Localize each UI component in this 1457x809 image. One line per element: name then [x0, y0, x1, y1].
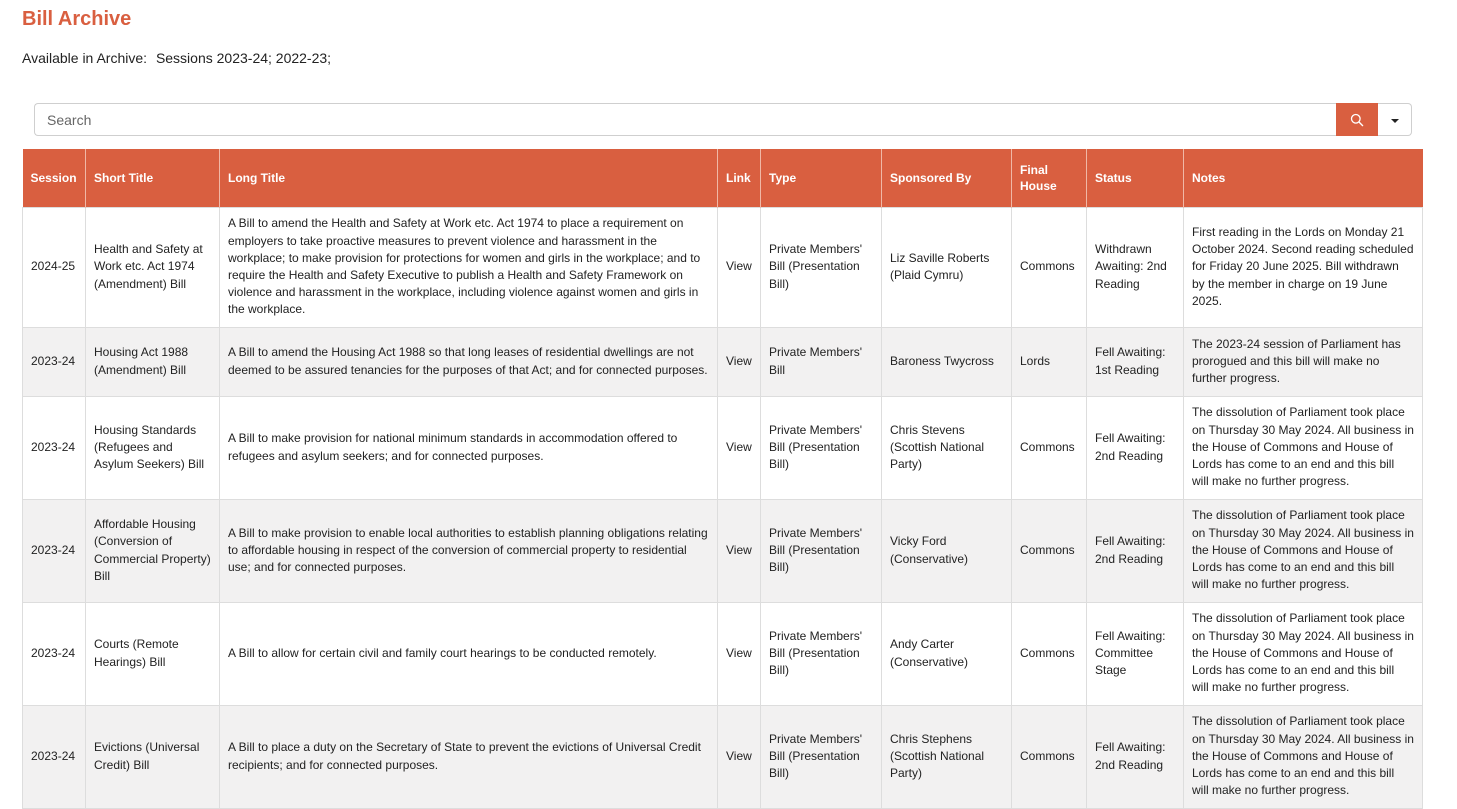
caret-down-icon [1391, 119, 1399, 123]
cell-final-house: Commons [1012, 207, 1087, 327]
cell-final-house: Commons [1012, 602, 1087, 705]
column-header-type[interactable]: Type [761, 149, 882, 207]
column-header-link[interactable]: Link [718, 149, 761, 207]
archive-sessions: Sessions 2023-24; 2022-23; [155, 50, 332, 66]
column-header-status[interactable]: Status [1087, 149, 1184, 207]
cell-short-title: Health and Safety at Work etc. Act 1974 (Amendment) Bill [86, 207, 220, 327]
cell-sponsored-by: Baroness Twycross [882, 327, 1012, 396]
cell-session: 2023-24 [23, 327, 86, 396]
cell-status: Withdrawn Awaiting: 2nd Reading [1087, 207, 1184, 327]
cell-notes: The dissolution of Parliament took place on Thursday 30 May 2024. All business in the House of Commons and House of Lords has come to an end and this bill will make no further progress. [1184, 499, 1423, 602]
column-header-final-house[interactable]: Final House [1012, 149, 1087, 207]
search-options-dropdown[interactable] [1378, 103, 1412, 136]
cell-session: 2023-24 [23, 396, 86, 499]
cell-type: Private Members' Bill (Presentation Bill) [761, 602, 882, 705]
cell-status: Fell Awaiting: 1st Reading [1087, 327, 1184, 396]
cell-type: Private Members' Bill (Presentation Bill) [761, 705, 882, 808]
cell-notes: The dissolution of Parliament took place on Thursday 30 May 2024. All business in the House of Commons and House of Lords has come to an end and this bill will make no further progress. [1184, 396, 1423, 499]
cell-short-title: Evictions (Universal Credit) Bill [86, 705, 220, 808]
cell-short-title: Affordable Housing (Conversion of Commercial Property) Bill [86, 499, 220, 602]
cell-long-title: A Bill to make provision to enable local authorities to establish planning obligations relating to affordable housing in respect of the conversion of commercial property to residential use; and for connected purposes. [220, 499, 718, 602]
table-row [23, 207, 1423, 327]
cell-notes: The dissolution of Parliament took place on Thursday 30 May 2024. All business in the House of Commons and House of Lords has come to an end and this bill will make no further progress. [1184, 705, 1423, 808]
bills-table [22, 149, 1423, 809]
cell-sponsored-by: Andy Carter (Conservative) [882, 602, 1012, 705]
cell-status: Fell Awaiting: 2nd Reading [1087, 499, 1184, 602]
view-link[interactable]: View [718, 327, 761, 396]
column-header-notes[interactable]: Notes [1184, 149, 1423, 207]
cell-type: Private Members' Bill (Presentation Bill) [761, 207, 882, 327]
cell-type: Private Members' Bill (Presentation Bill) [761, 499, 882, 602]
cell-session: 2023-24 [23, 602, 86, 705]
column-header-sponsored-by[interactable]: Sponsored By [882, 149, 1012, 207]
table-row [23, 396, 1423, 499]
cell-session: 2024-25 [23, 207, 86, 327]
search-bar [34, 103, 1412, 136]
table-row [23, 705, 1423, 808]
view-link[interactable]: View [718, 602, 761, 705]
cell-type: Private Members' Bill [761, 327, 882, 396]
column-header-session[interactable]: Session [23, 149, 86, 207]
cell-long-title: A Bill to amend the Housing Act 1988 so that long leases of residential dwellings are not deemed to be assured tenancies for the purposes of that Act; and for connected purposes. [220, 327, 718, 396]
cell-session: 2023-24 [23, 705, 86, 808]
cell-notes: First reading in the Lords on Monday 21 October 2024. Second reading scheduled for Friday 20 June 2025. Bill withdrawn by the member in charge on 19 June 2025. [1184, 207, 1423, 327]
cell-short-title: Housing Act 1988 (Amendment) Bill [86, 327, 220, 396]
cell-notes: The dissolution of Parliament took place on Thursday 30 May 2024. All business in the House of Commons and House of Lords has come to an end and this bill will make no further progress. [1184, 602, 1423, 705]
cell-sponsored-by: Vicky Ford (Conservative) [882, 499, 1012, 602]
page-title: Bill Archive [22, 8, 132, 30]
search-icon [1350, 113, 1364, 127]
cell-long-title: A Bill to amend the Health and Safety at Work etc. Act 1974 to place a requirement on employers to take proactive measures to prevent violence and harassment in the workplace; to make provision for protections for women and girls in the workplace; and to require the Health and Safety Executive to publish a Health and Safety Framework on violence and harassment in the workplace, including violence against women and girls in the workplace. [220, 207, 718, 327]
archive-availability [22, 49, 331, 67]
cell-type: Private Members' Bill (Presentation Bill) [761, 396, 882, 499]
view-link[interactable]: View [718, 207, 761, 327]
cell-long-title: A Bill to place a duty on the Secretary of State to prevent the evictions of Universal Credit recipients; and for connected purposes. [220, 705, 718, 808]
cell-sponsored-by: Liz Saville Roberts (Plaid Cymru) [882, 207, 1012, 327]
view-link[interactable]: View [718, 705, 761, 808]
cell-status: Fell Awaiting: 2nd Reading [1087, 396, 1184, 499]
cell-final-house: Commons [1012, 705, 1087, 808]
cell-final-house: Commons [1012, 499, 1087, 602]
archive-label: Available in Archive: [22, 50, 148, 66]
cell-short-title: Housing Standards (Refugees and Asylum Seekers) Bill [86, 396, 220, 499]
search-button[interactable] [1336, 103, 1378, 136]
cell-status: Fell Awaiting: Committee Stage [1087, 602, 1184, 705]
table-row [23, 602, 1423, 705]
cell-sponsored-by: Chris Stevens (Scottish National Party) [882, 396, 1012, 499]
column-header-long-title[interactable]: Long Title [220, 149, 718, 207]
cell-short-title: Courts (Remote Hearings) Bill [86, 602, 220, 705]
table-row [23, 327, 1423, 396]
view-link[interactable]: View [718, 396, 761, 499]
search-input[interactable] [34, 103, 1336, 136]
cell-session: 2023-24 [23, 499, 86, 602]
cell-status: Fell Awaiting: 2nd Reading [1087, 705, 1184, 808]
cell-long-title: A Bill to allow for certain civil and family court hearings to be conducted remotely. [220, 602, 718, 705]
view-link[interactable]: View [718, 499, 761, 602]
table-header-row [23, 149, 1423, 207]
cell-sponsored-by: Chris Stephens (Scottish National Party) [882, 705, 1012, 808]
cell-final-house: Commons [1012, 396, 1087, 499]
cell-final-house: Lords [1012, 327, 1087, 396]
cell-long-title: A Bill to make provision for national minimum standards in accommodation offered to refugees and asylum seekers; and for connected purposes. [220, 396, 718, 499]
cell-notes: The 2023-24 session of Parliament has prorogued and this bill will make no further progress. [1184, 327, 1423, 396]
column-header-short-title[interactable]: Short Title [86, 149, 220, 207]
table-row [23, 499, 1423, 602]
